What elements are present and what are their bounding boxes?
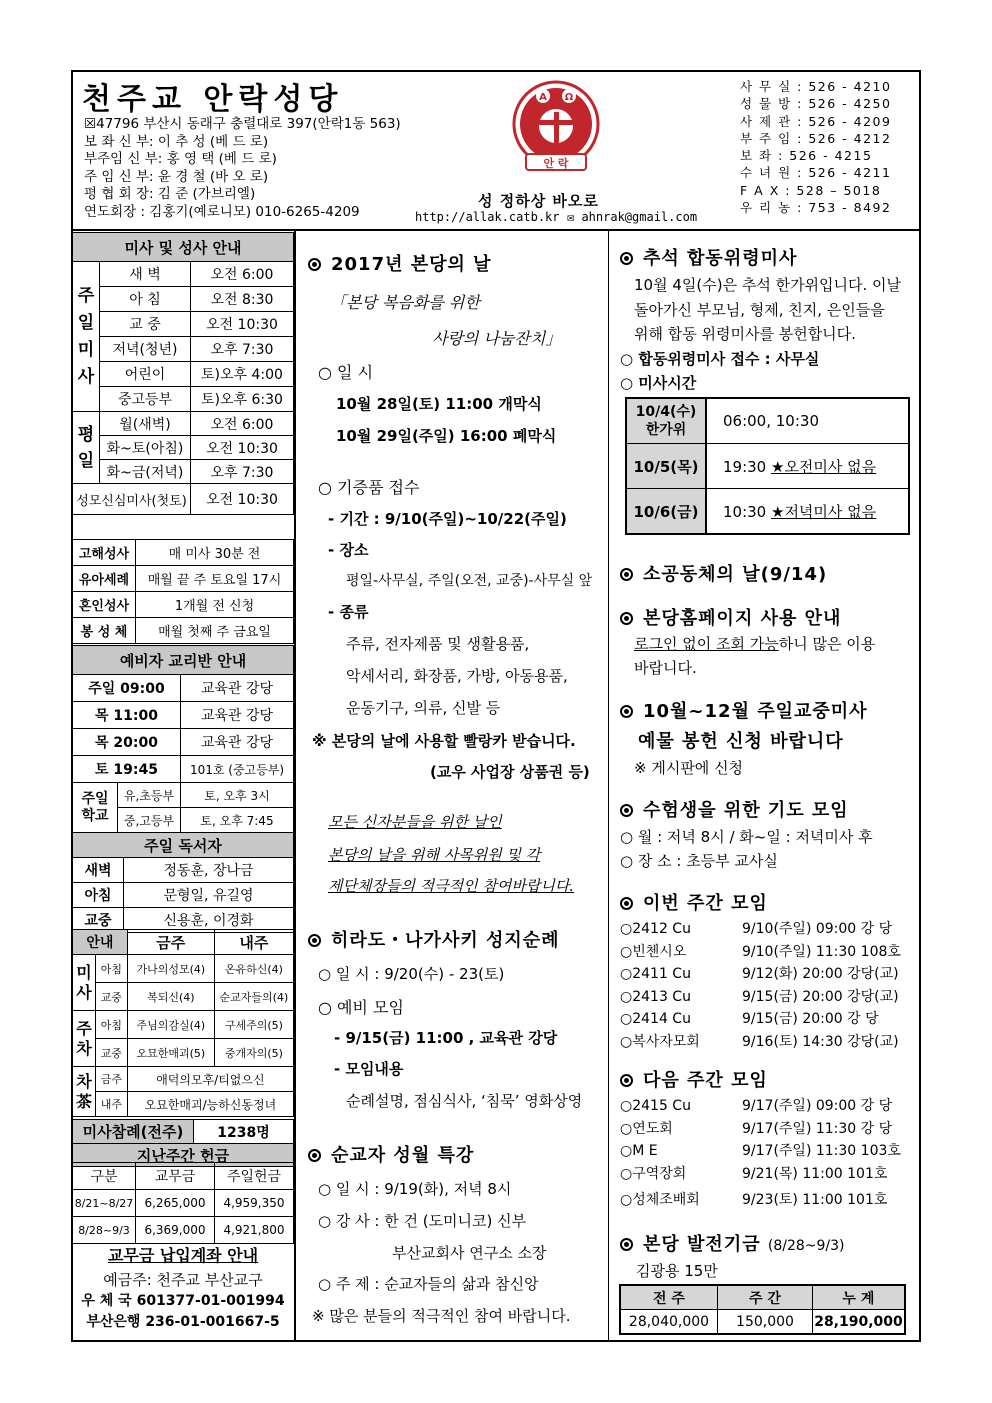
mass-time: 오후 7:30: [191, 337, 294, 362]
fund-table: [619, 1284, 906, 1335]
mass-title: 미사 및 성사 안내: [73, 233, 294, 262]
account-line: 예금주: 천주교 부산교구: [103, 1271, 263, 1289]
offering-sunday: 4,921,800: [215, 1217, 294, 1244]
text-line: ○ 주 제 : 순교자들의 삶과 참신앙: [318, 1275, 539, 1293]
fund-head: 주 간: [718, 1285, 813, 1310]
address-block: [84, 116, 401, 222]
offering-sunday: 4,959,350: [215, 1190, 294, 1217]
mass-name: 저녁(청년): [100, 337, 191, 362]
bullet-icon: [308, 258, 321, 271]
text-line: 악세서리, 화장품, 가방, 아동용품,: [346, 667, 568, 685]
mass-schedule-table: [72, 232, 294, 515]
text-line: 「본당 복음화를 위한: [330, 293, 480, 312]
guide-mass: 교중: [96, 1039, 128, 1067]
sacrament-time: 매월 첫째 주 금요일: [136, 618, 294, 644]
bullet-icon: [620, 1238, 633, 1251]
chuseok-time: 06:00, 10:30: [706, 398, 909, 444]
mass-time: 오전 10:30: [191, 312, 294, 337]
attendance-label: 미사참례(전주): [73, 1120, 194, 1144]
mass-name: 화~금(저녁): [100, 460, 191, 484]
guide-parking-label: 주차: [73, 1011, 96, 1067]
guide-week: 내주: [96, 1092, 128, 1117]
section-chuseok-mass: 추석 합동위령미사: [620, 244, 797, 270]
parish-logo: [510, 76, 602, 192]
staff-line: 주 임 신 부: 윤 경 철 (바 오 로): [84, 168, 269, 185]
text-line: 예물 봉헌 신청 바랍니다: [638, 731, 844, 752]
section-homepage: 본당홈페이지 사용 안내: [620, 604, 841, 630]
bullet-icon: [620, 705, 633, 718]
text-line: 본당의 날을 위해 사목위원 및 각: [328, 846, 541, 864]
mass-name: 월(새벽): [100, 412, 191, 436]
header-divider: [71, 229, 921, 231]
svg-text:A: A: [539, 92, 547, 103]
guide-mass: 아침: [96, 1011, 128, 1039]
chuseok-table: [625, 397, 910, 535]
class-time: 토 19:45: [73, 756, 181, 783]
class-time: 목 20:00: [73, 729, 181, 756]
guide-head: 금주: [127, 930, 214, 955]
fund-value: 150,000: [718, 1310, 813, 1335]
sacrament-name: 고해성사: [73, 540, 136, 566]
text-line: ○ 강 사 : 한 건 (도미니코) 신부: [318, 1212, 527, 1230]
text-line: ○ 일 시 : 9/19(화), 저녁 8시: [318, 1180, 512, 1198]
guide-next-week: 온유하신(4): [214, 955, 293, 983]
reader-names: 신용훈, 이경화: [124, 908, 294, 933]
guide-head: 내주: [214, 930, 293, 955]
guide-mass: 아침: [96, 955, 128, 983]
meeting-row: ○2414 Cu 9/15(금) 20:00 강 당: [620, 1011, 879, 1027]
text-line: - 종류: [328, 603, 369, 621]
text-line: 모든 신자분들을 위한 날인: [328, 813, 502, 831]
meeting-row: ○2411 Cu 9/12(화) 20:00 강당(교): [620, 966, 899, 982]
section-small-community: 소공동체의 날(9/14): [620, 560, 827, 586]
left-column-divider: [294, 231, 296, 1341]
text-line: 사랑의 나눔잔치」: [432, 329, 562, 348]
guide-this-week: 복되신(4): [127, 983, 214, 1011]
guide-this-week: 주님의감실(4): [127, 1011, 214, 1039]
offering-tithe: 6,369,000: [136, 1217, 215, 1244]
guide-tea-label: 차茶: [73, 1067, 96, 1117]
mass-time: 오전 6:00: [191, 412, 294, 436]
text-line: ※ 많은 분들의 적극적인 참여 바랍니다.: [312, 1307, 571, 1325]
svg-text:Ω: Ω: [564, 92, 574, 103]
text-line: ○ 장 소 : 초등부 교사실: [620, 852, 778, 870]
chuseok-time: 10:30 ★저녁미사 없음: [706, 489, 909, 535]
mass-name: 아 침: [100, 287, 191, 312]
mass-time: 오전 8:30: [191, 287, 294, 312]
guide-table: [72, 929, 294, 1117]
bullet-icon: [620, 568, 633, 581]
mass-time: 오전 10:30: [191, 484, 294, 515]
guide-week: 금주: [96, 1067, 128, 1092]
text-line: 10월 29일(주일) 16:00 폐막식: [336, 427, 557, 445]
chuseok-time: 19:30 ★오전미사 없음: [706, 444, 909, 489]
chuseok-date: 10/5(목): [626, 444, 706, 489]
guide-tea: 오묘한매괴/능하신동정녀: [127, 1092, 293, 1117]
contact-line: F A X : 528 – 5018: [740, 182, 882, 198]
chuseok-date: 10/4(수) 한가위: [626, 398, 706, 444]
text-line: - 9/15(금) 11:00 , 교육관 강당: [334, 1029, 558, 1047]
text-line: ○ 예비 모임: [318, 998, 404, 1017]
mass-name: 새 벽: [100, 262, 191, 287]
mass-name: 중고등부: [100, 387, 191, 412]
sacrament-time: 매월 끝 주 토요일 17시: [136, 566, 294, 592]
text-line: ○ 일 시 : 9/20(수) - 23(토): [318, 965, 505, 983]
mid-column-divider: [608, 231, 609, 1341]
sacrament-table: [72, 539, 294, 644]
class-time: 목 11:00: [73, 702, 181, 729]
parish-title: 천주교 안락성당: [82, 82, 344, 117]
meeting-row: ○빈첸시오 9/10(주일) 11:30 108호: [620, 943, 901, 960]
mass-name: 성모신심미사(첫토): [73, 484, 191, 515]
bullet-icon: [620, 897, 633, 910]
text-line: 순례설명, 점심식사, ‘침묵’ 영화상영: [346, 1092, 583, 1110]
chuseok-date: 10/6(금): [626, 489, 706, 535]
address: ☒47796 부산시 동래구 충렬대로 397(안락1동 563): [84, 116, 401, 132]
guide-next-week: 구세주의(5): [214, 1011, 293, 1039]
text-line: - 기간 : 9/10(주일)~10/22(주일): [328, 510, 567, 528]
website-link[interactable]: http://allak.catb.kr: [415, 210, 560, 224]
email-text: ahnrak@gmail.com: [581, 210, 698, 224]
reader-mass: 아침: [73, 883, 124, 908]
school-time: 토, 오후 3시: [181, 783, 294, 808]
text-line: 로그인 없이 조회 가능하니 많은 이용: [634, 635, 876, 653]
contact-line: 성 물 방 : 526 - 4250: [740, 96, 892, 112]
class-place: 교육관 강당: [181, 675, 294, 702]
catechism-table: [72, 645, 294, 833]
meeting-row: ○연도회 9/17(주일) 11:30 강 당: [620, 1120, 893, 1137]
text-line: - 모임내용: [334, 1060, 404, 1078]
contact-line: 수 녀 원 : 526 - 4211: [740, 165, 892, 181]
sacrament-name: 유아세례: [73, 566, 136, 592]
account-line: 우 체 국 601377-01-001994: [81, 1293, 285, 1309]
fund-value: 28,190,000: [813, 1310, 906, 1335]
text-line: 위해 합동 위령미사를 봉헌합니다.: [634, 325, 856, 343]
catechism-title: 예비자 교리반 안내: [73, 646, 294, 675]
reader-names: 문형일, 유길영: [124, 883, 294, 908]
text-line: (교우 사업장 상품권 등): [430, 763, 590, 781]
mass-time: 오후 7:30: [191, 460, 294, 484]
mass-time: 토)오후 4:00: [191, 362, 294, 387]
sunday-school-label: 주일 학교: [73, 783, 118, 833]
class-place: 교육관 강당: [181, 729, 294, 756]
offering-title: 지난주간 헌금: [73, 1144, 294, 1167]
readers-table: [72, 832, 294, 933]
bullet-icon: [308, 934, 321, 947]
text-line: - 장소: [328, 541, 369, 559]
guide-head: 안내: [73, 930, 128, 955]
guide-mass: 교중: [96, 983, 128, 1011]
offering-head: 주일헌금: [215, 1163, 294, 1190]
section-mass-intention: 10월~12월 주일교중미사: [620, 697, 868, 723]
contact-list: [740, 78, 891, 216]
logo-text: 안 락: [543, 157, 569, 170]
weekday-label: 평 일: [73, 412, 100, 484]
section-parish-day: 2017년 본당의 날: [308, 250, 492, 276]
reader-names: 정동훈, 장나금: [124, 858, 294, 883]
mass-name: 화~토(아침): [100, 436, 191, 460]
staff-line: 연도회장 : 김홍기(예로니모) 010-6265-4209: [84, 203, 360, 220]
school-group: 중,고등부: [118, 808, 181, 833]
guide-next-week: 순교자들의(4): [214, 983, 293, 1011]
sacrament-time: 매 미사 30분 전: [136, 540, 294, 566]
text-line: ○ 월 : 저녁 8시 / 화~일 : 저녁미사 후: [620, 828, 873, 846]
mass-time: 토)오후 6:30: [191, 387, 294, 412]
contact-line: 보 좌 : 526 - 4215: [740, 148, 873, 164]
meeting-row: ○복사자모회 9/16(토) 14:30 강당(교): [620, 1033, 899, 1050]
text-line: 10월 4일(수)은 추석 한가위입니다. 이날: [634, 276, 902, 294]
section-this-week-meetings: 이번 주간 모임: [620, 889, 768, 915]
text-line: 10월 28일(토) 11:00 개막식: [336, 395, 542, 413]
text-line: 주류, 전자제품 및 생활용품,: [346, 635, 530, 653]
account-title: 교무금 납입계좌 안내: [107, 1246, 259, 1265]
offering-head: 교무금: [136, 1163, 215, 1190]
section-martyrs-lecture: 순교자 성월 특강: [308, 1141, 474, 1167]
section-exam-prayer: 수험생을 위한 기도 모임: [620, 796, 849, 822]
text-line: 바랍니다.: [634, 659, 697, 677]
fund-value: 28,040,000: [620, 1310, 718, 1335]
text-line: ※ 본당의 날에 사용할 빨랑카 받습니다.: [312, 732, 576, 750]
contact-line: 우 리 농 : 753 - 8492: [740, 200, 892, 216]
bullet-icon: [620, 612, 633, 625]
text-line: ○ 합동위령미사 접수 : 사무실: [620, 350, 820, 368]
sunday-label: 주 일 미 사: [73, 262, 100, 412]
staff-line: 부주임 신 부: 홍 영 택 (베 드 로): [84, 151, 277, 168]
text-line: ○ 미사시간: [620, 374, 697, 392]
fund-head: 전 주: [620, 1285, 718, 1310]
meeting-row: ○성체조배회 9/23(토) 11:00 101호: [620, 1192, 888, 1208]
mass-time: 오전 6:00: [191, 262, 294, 287]
text-line: 제단체장들의 적극적인 참여바랍니다.: [328, 877, 575, 895]
section-development-fund: 본당 발전기금 (8/28~9/3): [620, 1230, 845, 1256]
bullet-icon: [308, 1149, 321, 1162]
section-next-week-meetings: 다음 주간 모임: [620, 1066, 768, 1092]
school-group: 유,초등부: [118, 783, 181, 808]
text-line: ※ 게시판에 신청: [634, 759, 744, 777]
class-time: 주일 09:00: [73, 675, 181, 702]
mass-name: 교 중: [100, 312, 191, 337]
guide-this-week: 가나의성모(4): [127, 955, 214, 983]
account-block: [72, 1243, 294, 1333]
class-place: 101호 (중고등부): [181, 756, 294, 783]
attendance-table: [72, 1119, 294, 1167]
meeting-row: ○2412 Cu 9/10(주일) 09:00 강 당: [620, 921, 893, 937]
school-time: 토, 오후 7:45: [181, 808, 294, 833]
guide-this-week: 오묘한매괴(5): [127, 1039, 214, 1067]
offering-head: 구분: [73, 1163, 136, 1190]
offering-table: [72, 1162, 294, 1244]
text-line: 김광용 15만: [636, 1262, 718, 1280]
staff-line: 보 좌 신 부: 이 추 성 (베 드 로): [84, 133, 269, 150]
email-link[interactable]: [567, 210, 697, 224]
section-pilgrimage: 히라도・나가사키 성지순례: [308, 926, 560, 952]
offering-tithe: 6,265,000: [136, 1190, 215, 1217]
text-line: 운동기구, 의류, 신발 등: [346, 699, 501, 717]
text-line: ○ 일 시: [318, 363, 374, 382]
text-line: 돌아가신 부모님, 형제, 친지, 은인들을: [634, 301, 885, 319]
guide-mass-label: 미사: [73, 955, 96, 1011]
guide-next-week: 중개자의(5): [214, 1039, 293, 1067]
contact-line: 사 무 실 : 526 - 4210: [740, 79, 892, 94]
reader-mass: 새벽: [73, 858, 124, 883]
bullet-icon: [620, 252, 633, 265]
next-week-list: [620, 1095, 901, 1212]
bullet-icon: [620, 1074, 633, 1087]
meeting-row: ○M E 9/17(주일) 11:30 103호: [620, 1143, 901, 1159]
readers-title: 주일 독서자: [73, 833, 294, 858]
reader-mass: 교중: [73, 908, 124, 933]
fund-head: 누 계: [813, 1285, 906, 1310]
meeting-row: ○구역장회 9/21(목) 11:00 101호: [620, 1165, 888, 1182]
sacrament-name: 봉 성 체: [73, 618, 136, 644]
this-week-list: [620, 918, 901, 1053]
offering-period: 8/21~8/27: [73, 1190, 136, 1217]
meeting-row: ○2413 Cu 9/15(금) 20:00 강당(교): [620, 988, 899, 1005]
mass-name: 어린이: [100, 362, 191, 387]
class-place: 교육관 강당: [181, 702, 294, 729]
bullet-icon: [620, 804, 633, 817]
attendance-value: 1238명: [194, 1120, 294, 1144]
mail-icon: ✉: [567, 210, 582, 224]
patron-name: 성 정하상 바오로: [478, 192, 599, 210]
contact-line: 부 주 임 : 526 - 4212: [740, 130, 892, 146]
text-line: 부산교회사 연구소 소장: [392, 1244, 547, 1262]
contact-line: 사 제 관 : 526 - 4209: [740, 113, 892, 129]
sacrament-time: 1개월 전 신청: [136, 592, 294, 618]
sacrament-name: 혼인성사: [73, 592, 136, 618]
offering-period: 8/28~9/3: [73, 1217, 136, 1244]
guide-tea: 애덕의모후/티없으신: [127, 1067, 293, 1092]
mass-time: 오전 10:30: [191, 436, 294, 460]
staff-line: 평 협 회 장: 김 준 (가브리엘): [84, 186, 256, 203]
account-line: 부산은행 236-01-001667-5: [86, 1314, 280, 1330]
text-line: ○ 기증품 접수: [318, 478, 420, 497]
text-line: 평일-사무실, 주일(오전, 교중)-사무실 앞: [346, 573, 593, 589]
meeting-row: ○2415 Cu 9/17(주일) 09:00 강 당: [620, 1098, 893, 1114]
